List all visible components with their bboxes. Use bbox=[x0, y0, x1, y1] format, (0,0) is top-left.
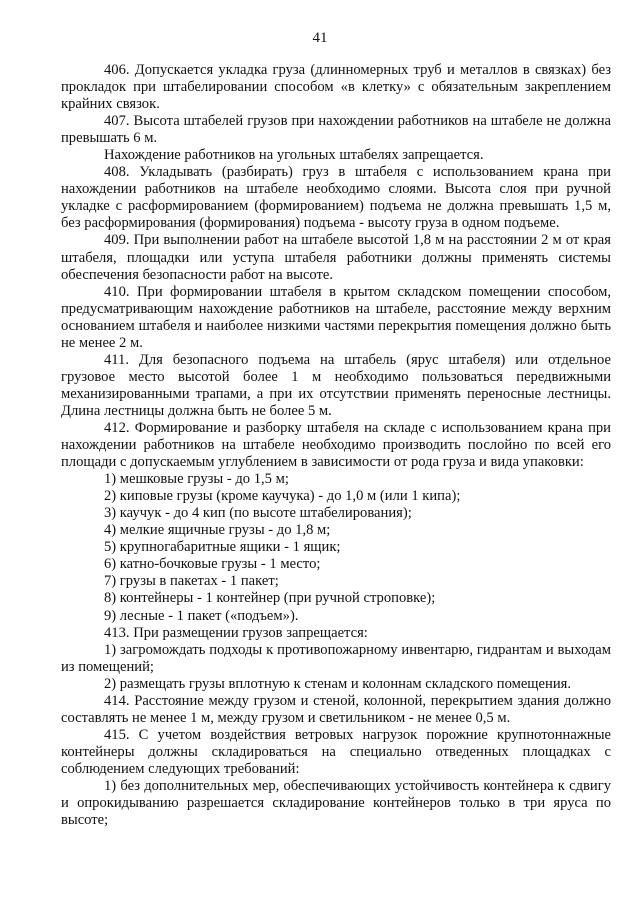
list-item: 2) киповые грузы (кроме каучука) - до 1,0 м (или 1 кипа); bbox=[104, 488, 461, 505]
list-item: 4) мелкие ящичные грузы - до 1,8 м; bbox=[104, 522, 331, 539]
list-item: 5) крупногабаритные ящики - 1 ящик; bbox=[104, 539, 341, 556]
list-item: 6) катно-бочковые грузы - 1 место; bbox=[104, 556, 321, 573]
paragraph: 411. Для безопасного подъема на штабель (ярус штабеля) или отдельное грузовое место высотой более 1 м необходимо пользоваться передвижными механизированными трапами, а при их отсутствии применять переносные лестницы. Длина лестницы должна быть не более 5 м. bbox=[61, 351, 611, 419]
paragraph: 414. Расстояние между грузом и стеной, колонной, перекрытием здания должно составлять не менее 1 м, между грузом и светильником - не менее 0,5 м. bbox=[61, 692, 611, 726]
paragraph: 406. Допускается укладка груза (длинномерных труб и металлов в связках) без прокладок при штабелировании способом «в клетку» с обязательным закреплением крайних связок. bbox=[61, 62, 611, 113]
document-body bbox=[61, 62, 611, 829]
paragraph: 412. Формирование и разборку штабеля на складе с использованием крана при нахождении работников на штабеле необходимо производить послойно по всей его площади с допускаемым углублением в зависимости от рода груза и вида упаковки: bbox=[61, 419, 611, 471]
paragraph: 1) без дополнительных мер, обеспечивающих устойчивость контейнера к сдвигу и опрокидыванию разрешается складирование контейнеров только в три яруса по высоте; bbox=[61, 777, 611, 829]
paragraph: 407. Высота штабелей грузов при нахождении работников на штабеле не должна превышать 6 м. bbox=[61, 113, 611, 147]
page-number: 41 bbox=[312, 30, 328, 46]
list-item: 1) мешковые грузы - до 1,5 м; bbox=[104, 471, 289, 488]
list-item: 8) контейнеры - 1 контейнер (при ручной строповке); bbox=[104, 590, 436, 607]
paragraph: 408. Укладывать (разбирать) груз в штабеля с использованием крана при нахождении работников на штабеле необходимо слоями. Высота слоя при ручной укладке с расформированием (формированием) подъема не должна превышать 1,5 м, без расформирования (формирования) подъема - высоту груза в одном подъеме. bbox=[61, 164, 611, 232]
paragraph: 1) загромождать подходы к противопожарному инвентарю, гидрантам и выходам из помещений; bbox=[61, 641, 611, 675]
list-item: 7) грузы в пакетах - 1 пакет; bbox=[104, 573, 279, 590]
paragraph: 410. При формировании штабеля в крытом складском помещении способом, предусматривающим нахождение работников на штабеле, расстояние между верхним основанием штабеля и наиболее низкими частями перекрытия помещения должно быть не менее 2 м. bbox=[61, 283, 611, 351]
paragraph: 413. При размещении грузов запрещается: bbox=[104, 624, 368, 641]
paragraph: 415. С учетом воздействия ветровых нагрузок порожние крупнотоннажные контейнеры должны складироваться на специально отведенных площадках с соблюдением следующих требований: bbox=[61, 726, 611, 777]
paragraph: 409. При выполнении работ на штабеле высотой 1,8 м на расстоянии 2 м от края штабеля, площадки или уступа штабеля работники должны применять системы обеспечения безопасности работ на высоте. bbox=[61, 232, 611, 283]
list-item: 3) каучук - до 4 кип (по высоте штабелирования); bbox=[104, 505, 412, 522]
paragraph: 2) размещать грузы вплотную к стенам и колоннам складского помещения. bbox=[104, 675, 571, 692]
paragraph: Нахождение работников на угольных штабелях запрещается. bbox=[104, 147, 484, 164]
list-item: 9) лесные - 1 пакет («подъем»). bbox=[104, 607, 299, 624]
